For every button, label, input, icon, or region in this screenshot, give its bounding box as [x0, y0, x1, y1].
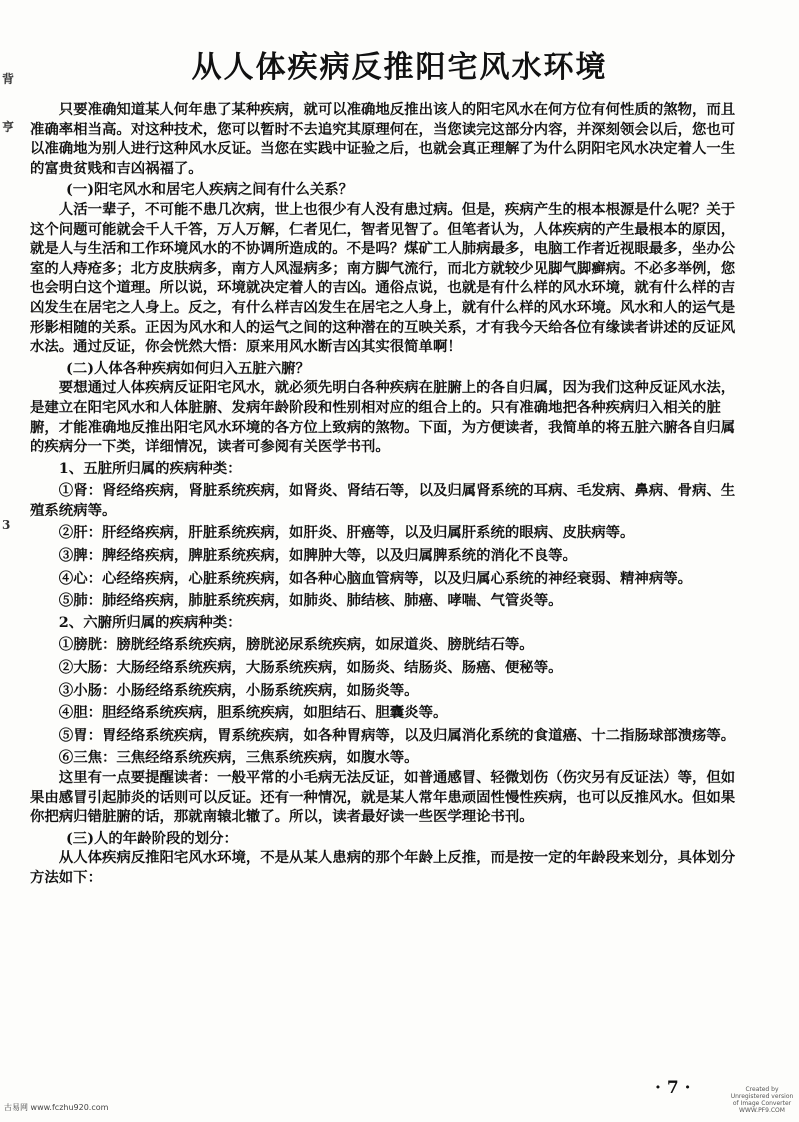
list-item: ⑥三焦：三焦经络系统疾病，三焦系统疾病，如腹水等。	[58, 749, 419, 767]
list-item: ②肝：肝经络疾病，肝脏系统疾病，如肝炎、肝癌等，以及归属肝系统的眼病、皮肤病等。	[58, 524, 635, 542]
page-title: 从人体疾病反推阳宅风水环境	[191, 50, 608, 85]
footer-site-text: 古易网 www.fczhu920.com	[4, 1103, 109, 1112]
list-item: ①肾：肾经络疾病，肾脏系统疾病，如肾炎、肾结石等，以及归属肾系统的耳病、毛发病、鼻病、骨病、生殖系统病等。	[30, 482, 736, 519]
subsection-heading: 2、六腑所归属的疾病种类：	[58, 613, 242, 631]
margin-mark: 亨	[2, 120, 15, 134]
margin-mark: 3	[2, 518, 11, 532]
paragraph: 人活一辈子，不可能不患几次病，世上也很少有人没有患过病。但是，疾病产生的根本根源是什么呢？关于这个问题可能就会千人千答，万人万解，仁者见仁，智者见智了。但笔者认为，人体疾病的产生最根本的原因，就是人与生活和工作环境风水的不协调所造成的。不是吗？煤矿工人肺病最多，电脑工作者近视眼最多，坐办公室的人痔疮多；北方皮肤病多，南方人风湿病多；南方脚气流行，而北方就较少见脚气脚癣病。不必多举例，您也会明白这个道理。所以说，环境就决定着人的吉凶。通俗点说，也就是有什么样的风水环境，就有什么样的吉凶发生在居宅之人身上。反之，有什么样吉凶发生在居宅之人身上，就有什么样的风水环境。风水和人的运气是形影相随的关系。正因为风水和人的运气之间的这种潜在的互映关系，才有我今天给各位有缘读者讲述的反证风水法。通过反证，你会恍然大悟：原来用风水断吉凶其实很简单啊！	[30, 200, 736, 356]
list-item: ⑤肺：肺经络疾病，肺脏系统疾病，如肺炎、肺结核、肺癌、哮喘、气管炎等。	[58, 592, 563, 610]
page-number: · 7 ·	[655, 1078, 691, 1098]
margin-mark: 背	[2, 72, 15, 86]
list-item: ②大肠：大肠经络系统疾病，大肠系统疾病，如肠炎、结肠炎、肠癌、便秘等。	[58, 659, 563, 677]
watermark: Created by Unregistered version of Image Converter WWW.PF9.COM	[730, 1086, 794, 1114]
list-item: ④胆：胆经络系统疾病，胆系统疾病，如胆结石、胆囊炎等。	[58, 704, 448, 722]
list-item: ③脾：脾经络疾病，脾脏系统疾病，如脾肿大等，以及归属脾系统的消化不良等。	[58, 547, 577, 565]
paragraph: 这里有一点要提醒读者：一般平常的小毛病无法反证，如普通感冒、轻微划伤（伤灾另有反证法）等，但如果由感冒引起肺炎的话则可以反证。还有一种情况，就是某人常年患顽固性慢性疾病，也可以反推风水。但如果你把病归错脏腑的话，那就南辕北辙了。所以，读者最好读一些医学理论书刊。	[30, 769, 736, 826]
paragraph: 要想通过人体疾病反证阳宅风水，就必须先明白各种疾病在脏腑上的各自归属，因为我们这种反证风水法，是建立在阳宅风水和人体脏腑、发病年龄阶段和性别相对应的组合上的。只有准确地把各种疾病归入相关的脏腑，才能准确地反推出阳宅风水环境的各方位上致病的煞物。下面，为方便读者，我简单的将五脏六腑各自归属的疾病分一下类，详细情况，读者可参阅有关医学书刊。	[30, 379, 736, 456]
list-item: ①膀胱：膀胱经络系统疾病，膀胱泌尿系统疾病，如尿道炎、膀胱结石等。	[58, 636, 534, 654]
paragraph: 只要准确知道某人何年患了某种疾病，就可以准确地反推出该人的阳宅风水在何方位有何性质的煞物，而且准确率相当高。对这种技术，您可以暂时不去追究其原理何在，当您读完这部分内容，并深刻领会以后，您也可以准确地为别人进行这种风水反证。当您在实践中证验之后，也就会真正理解了为什么阴阳宅风水决定着人一生的富贵贫贱和吉凶祸福了。	[30, 101, 736, 177]
section-heading: (三)人的年龄阶段的划分：	[66, 829, 238, 847]
section-heading: (一)阳宅风水和居宅人疾病之间有什么关系？	[66, 181, 354, 199]
subsection-heading: 1、五脏所归属的疾病种类：	[58, 459, 242, 477]
document-body	[30, 100, 745, 888]
list-item: ⑤胃：胃经络系统疾病，胃系统疾病，如各种胃病等，以及归属消化系统的食道癌、十二指肠球部溃疡等。	[58, 726, 736, 744]
list-item: ④心：心经络疾病，心脏系统疾病，如各种心脑血管病等，以及归属心系统的神经衰弱、精神病等。	[58, 569, 692, 587]
paragraph: 从人体疾病反推阳宅风水环境，不是从某人患病的那个年龄上反推，而是按一定的年龄段来划分，具体划分方法如下：	[30, 849, 736, 886]
list-item: ③小肠：小肠经络系统疾病，小肠系统疾病，如肠炎等。	[58, 681, 419, 699]
section-heading: (二)人体各种疾病如何归入五脏六腑？	[66, 359, 310, 377]
